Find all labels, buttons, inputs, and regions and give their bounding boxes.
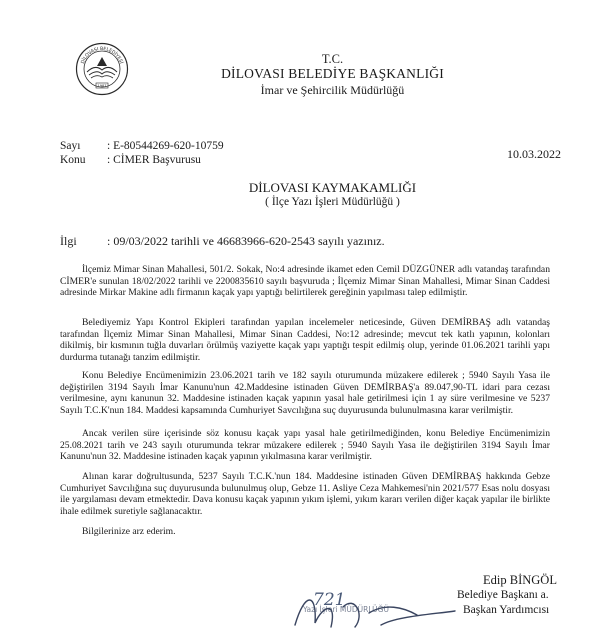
konu-label: Konu	[60, 154, 86, 166]
konu-value: : CİMER Başvurusu	[107, 154, 201, 166]
document-date: 10.03.2022	[507, 147, 561, 161]
ilgi-value: : 09/03/2022 tarihli ve 46683966-620-2543 sayılı yazınız.	[107, 234, 385, 248]
addressee-title: DİLOVASI KAYMAKAMLIĞI	[248, 180, 417, 195]
body-paragraph-3: Konu Belediye Encümenimizin 23.06.2021 tarih ve 182 sayılı oturumunda müzakere edilerek ; 5940 Sayılı Yasa ile değiştirilen 3194 Sayılı İmar Kanunu'nun 42.Maddesine istinaden Güven DEMİRBAŞ'a 89.047,90-TL idari para cezası verilmesine, aynı kanunun 32. Maddesine istinaden kaçak yapının yasal hale getirilmesi için 1 ay süre verilmesine ve 5237 Sayılı T.C.K'nun 184. Maddesi kapsamında Cumhuriyet Savcılığına suç duyurusunda bulunulmasına karar verilmiştir.	[60, 370, 550, 416]
body-paragraph-2: Belediyemiz Yapı Kontrol Ekipleri tarafından yapılan incelemeler neticesinde, Güven DEMİRBAŞ adlı vatandaş tarafından İlçemiz Mimar Sinan Mahallesi, Mimar Sinan Caddesi, No:12 adresinde; mevcut tek katlı yapının, kolonları dikilmiş, bir kısmının tuğla duvarları örülmüş vaziyette kaçak yapı yaptığı tespit edilmiş olup, yerinde 01.06.2021 tarihli yapı durdurma tutanağı tanzim edilmiştir.	[60, 317, 550, 363]
header-municipality: DİLOVASI BELEDİYE BAŞKANLIĞI	[221, 66, 444, 81]
stamp-text: Yazı İşleri MÜDÜRLÜĞÜ	[303, 605, 389, 614]
sayi-value: : E-80544269-620-10759	[107, 140, 224, 152]
stamp-number: 721	[313, 590, 346, 610]
body-paragraph-5: Alınan karar doğrultusunda, 5237 Sayılı T.C.K.'nun 184. Maddesine istinaden Güven DEMİRBAŞ hakkında Gebze Cumhuriyet Savcılığına suç duyurusunda bulunulmuş olup, Gebze 11. Asliye Ceza Mahkemesi'nin 2021/577 Esas nolu dosyası ile yargılaması devam etmektedir. Dava konusu kaçak yapının yıkım işlemi, yıkım kararı verilen diğer kaçak yapılar ile birlikte ihale edilmek suretiyle sağlanacaktır.	[60, 471, 550, 517]
signatory-title-2: Başkan Yardımcısı	[463, 604, 550, 616]
signatory-title-1: Belediye Başkanı a.	[457, 589, 549, 601]
ilgi-label: İlgi	[60, 234, 77, 248]
addressee-subtitle: ( İlçe Yazı İşleri Müdürlüğü )	[265, 196, 400, 208]
body-paragraph-closing: Bilgilerinize arz ederim.	[82, 526, 176, 537]
seal-year: 1987	[97, 84, 107, 89]
signatory-name: Edip BİNGÖL	[483, 573, 557, 587]
seal-text: DİLOVASI BELEDİYESİ	[80, 46, 124, 65]
body-paragraph-1: İlçemiz Mimar Sinan Mahallesi, 501/2. Sokak, No:4 adresinde ikamet eden Cemil DÜZGÜNER adlı vatandaş tarafından CİMER'e sunulan 18/02/2022 tarihli ve 2200835610 sayılı başvuruda ; İlçemiz Mimar Sinan Mahallesi, Mimar Sinan Caddesi adresinde Mirkar Makine adlı firmanın kaçak yapı yaptığı belirtilerek gereğinin yapılması talep edilmiştir.	[60, 264, 550, 299]
sayi-label: Sayı	[60, 140, 81, 152]
body-paragraph-4: Ancak verilen süre içerisinde söz konusu kaçak yapı yasal hale getirilmediğinden, konu Belediye Encümenimizin 25.08.2021 tarih ve 243 sayılı oturumunda tekrar müzakere edilerek ; 5940 Sayılı Yasa ile değiştirilen 3194 Sayılı İmar Kanunu'nun 32. Maddesine istinaden kaçak yapının yıkılmasına karar verilmiştir.	[60, 428, 550, 463]
header-tc: T.C.	[321, 52, 344, 66]
incoming-stamp-signature	[285, 585, 475, 629]
header-department: İmar ve Şehircilik Müdürlüğü	[260, 83, 405, 97]
